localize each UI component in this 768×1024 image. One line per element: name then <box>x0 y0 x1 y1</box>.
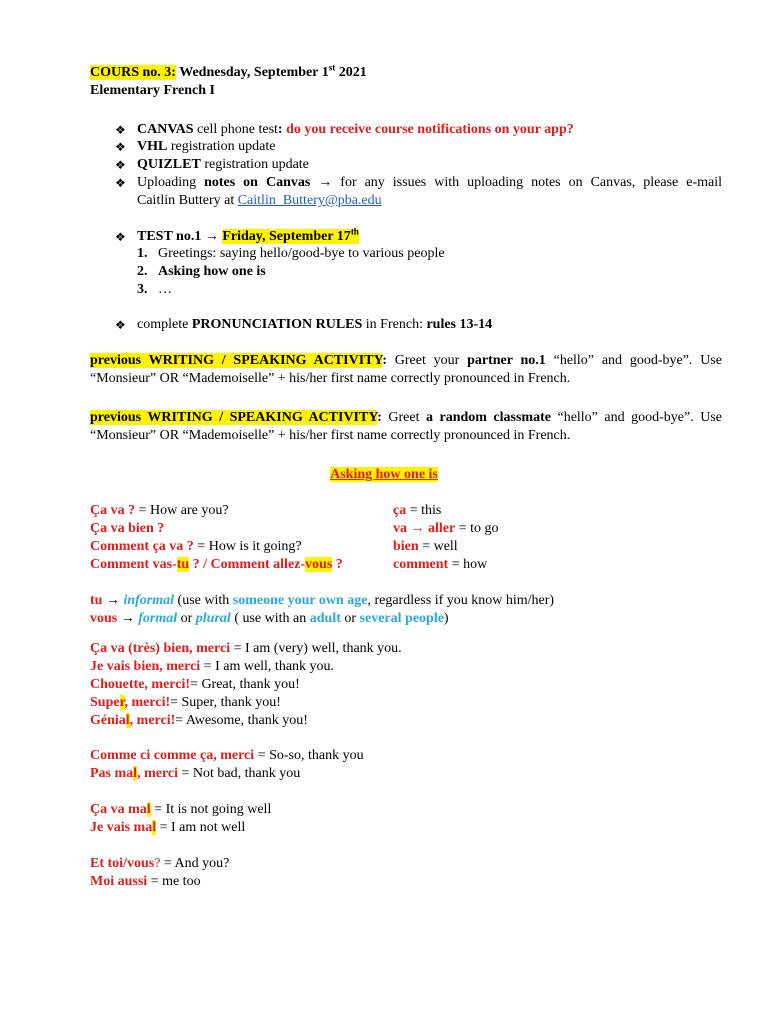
canvas-question: do you receive course notifications on your app? <box>286 122 574 137</box>
answer-line: Chouette, merci!= Great, thank you! <box>90 677 300 692</box>
vocab-item: va → aller = to go <box>393 521 499 536</box>
answer-line: Je vais bien, merci = I am well, thank you. <box>90 659 335 674</box>
answer-line: Pas mal, merci = Not bad, thank you <box>90 766 301 781</box>
answer-line: Ça va mal = It is not going well <box>90 802 272 817</box>
agenda-test: TEST no.1 → Friday, September 17th <box>137 226 359 244</box>
course-title: Elementary French I <box>90 83 215 98</box>
agenda-uploading: Uploading notes on Canvas → for any issues with uploading notes on Canvas, please e-mail <box>137 175 723 190</box>
agenda-quizlet: QUIZLET registration update <box>137 157 309 172</box>
section-title: Asking how one is <box>330 467 438 482</box>
answer-line: Je vais mal = I am not well <box>90 820 246 835</box>
activity-1: previous WRITING / SPEAKING ACTIVITY: Greet your partner no.1 “hello” and good-bye”. Use “Monsieur” OR “Mademoiselle” + his/her first name correctly pronounced in French. <box>90 353 722 386</box>
phrase: Ça va bien ? <box>90 521 165 536</box>
test-date: Friday, September 17th <box>222 226 359 244</box>
date-suffix: st <box>328 62 336 73</box>
diamond-bullet-icon: ❖ <box>115 123 126 137</box>
agenda-vhl: VHL registration update <box>137 139 276 154</box>
diamond-bullet-icon: ❖ <box>115 158 126 172</box>
diamond-bullet-icon: ❖ <box>115 230 126 244</box>
test-item: … <box>158 282 172 297</box>
test-item: Asking how one is <box>158 264 266 279</box>
phrase-tu-vous: Comment vas-tu ? / Comment allez-vous ? <box>90 557 343 572</box>
list-number: 2. <box>137 264 148 279</box>
vocab-item: ça = this <box>393 503 442 518</box>
section-title-row <box>0 466 768 484</box>
answer-line: Ça va (très) bien, merci = I am (very) well, thank you. <box>90 641 402 656</box>
list-number: 1. <box>137 246 148 261</box>
phrase: Ça va ? = How are you? <box>90 503 229 518</box>
email-link[interactable]: Caitlin_Buttery@pba.edu <box>237 193 382 208</box>
answer-line: Super, merci!= Super, thank you! <box>90 695 281 710</box>
lesson-header <box>90 64 367 82</box>
agenda-pronunciation: complete PRONUNCIATION RULES in French: rules 13-14 <box>137 317 493 332</box>
lesson-date: Wednesday, September 1 <box>175 65 329 80</box>
diamond-bullet-icon: ❖ <box>115 176 126 190</box>
activity-label: previous WRITING / SPEAKING ACTIVITY <box>90 353 383 368</box>
vocab-item: bien = well <box>393 539 458 554</box>
list-number: 3. <box>137 282 148 297</box>
diamond-bullet-icon: ❖ <box>115 140 126 154</box>
test-item: Greetings: saying hello/good-bye to various people <box>158 246 445 261</box>
agenda-uploading-line2: Caitlin Buttery at Caitlin_Buttery@pba.edu <box>137 193 382 208</box>
vous-usage: vous → formal or plural ( use with an adult or several people) <box>90 611 449 626</box>
agenda-canvas: CANVAS cell phone test: do you receive course notifications on your app? <box>137 122 574 137</box>
answer-line: Et toi/vous? = And you? <box>90 856 230 871</box>
activity-2: previous WRITING / SPEAKING ACTIVITY: Greet a random classmate “hello” and good-bye”. Use “Monsieur” OR “Mademoiselle” + his/her first name correctly pronounced in French. <box>90 410 722 443</box>
diamond-bullet-icon: ❖ <box>115 318 126 332</box>
vocab-item: comment = how <box>393 557 488 572</box>
phrase: Comment ça va ? = How is it going? <box>90 539 302 554</box>
cours-label: COURS no. 3: <box>90 65 176 80</box>
answer-line: Moi aussi = me too <box>90 874 201 889</box>
activity-label: previous WRITING / SPEAKING ACTIVITY <box>90 410 378 425</box>
tu-usage: tu → informal (use with someone your own age, regardless if you know him/her) <box>90 593 555 608</box>
answer-line: Génial, merci!= Awesome, thank you! <box>90 713 308 728</box>
answer-line: Comme ci comme ça, merci = So-so, thank you <box>90 748 364 763</box>
lesson-year: 2021 <box>335 65 367 80</box>
